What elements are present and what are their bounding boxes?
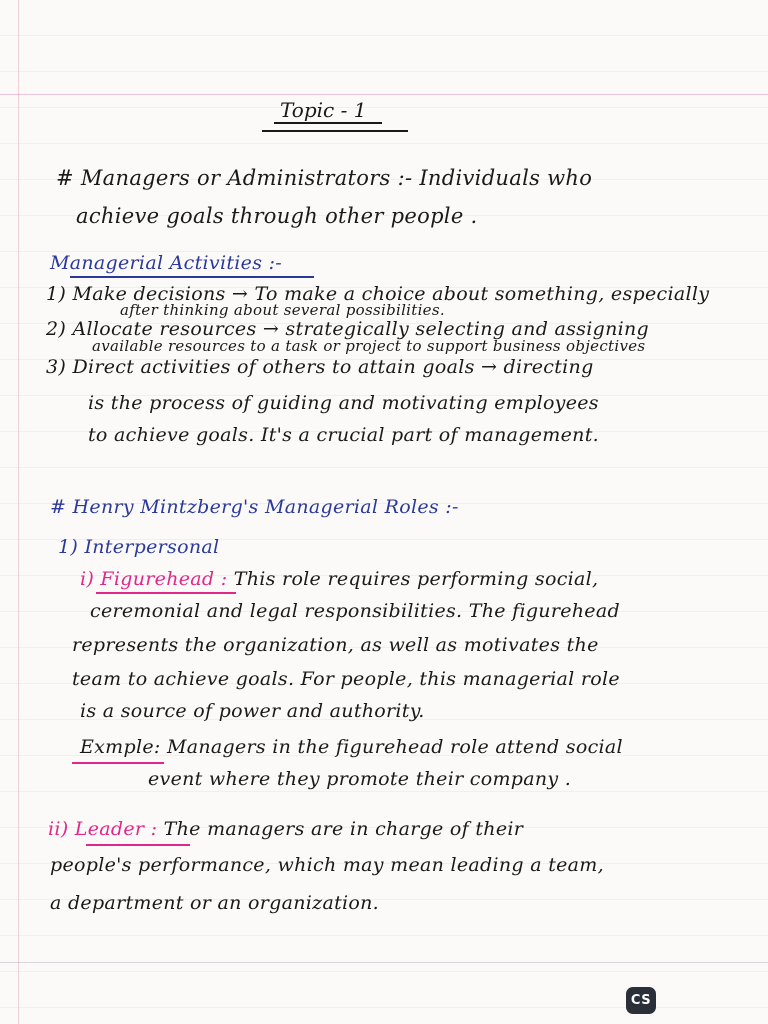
topic-title: Topic - 1 (280, 98, 367, 122)
activity-2-line1: 2) Allocate resources → strategically selecting and assigning (46, 318, 649, 340)
figurehead-line3: represents the organization, as well as motivates the (72, 634, 599, 656)
managers-definition-line1: # Managers or Administrators :- Individuals who (56, 166, 593, 190)
leader-line2: people's performance, which may mean leading a team, (50, 854, 604, 876)
figurehead-underline (96, 592, 236, 594)
leader-label: ii) Leader : (48, 818, 158, 840)
managerial-activities-heading: Managerial Activities :- (50, 252, 283, 274)
figurehead-line1 (80, 568, 598, 590)
example-text: Managers in the figurehead role attend social (166, 736, 623, 758)
example-line2: event where they promote their company . (148, 768, 572, 790)
activity-3-line2: is the process of guiding and motivating employees (88, 392, 599, 414)
activity-3-line3: to achieve goals. It's a crucial part of management. (88, 424, 599, 446)
interpersonal-heading: 1) Interpersonal (58, 536, 220, 558)
example-underline (72, 762, 164, 764)
figurehead-label: i) Figurehead : (80, 568, 228, 590)
leader-text: The managers are in charge of their (163, 818, 524, 840)
margin-line (18, 0, 19, 1024)
leader-underline (86, 844, 190, 846)
leader-line3: a department or an organization. (50, 892, 380, 914)
figurehead-line2: ceremonial and legal responsibilities. The figurehead (90, 600, 620, 622)
activity-3-line1: 3) Direct activities of others to attain goals → directing (46, 356, 594, 378)
managers-definition-line2: achieve goals through other people . (76, 204, 478, 228)
activity-1-line1: 1) Make decisions → To make a choice about something, especially (46, 283, 710, 305)
topic-title-block (262, 96, 412, 140)
leader-line1 (48, 818, 523, 840)
activities-heading-underline (70, 276, 314, 278)
figurehead-line5: is a source of power and authority. (80, 700, 425, 722)
topic-underline-2 (262, 130, 408, 132)
scanner-logo: CS (626, 987, 656, 1014)
figurehead-text: This role requires performing social, (233, 568, 599, 590)
topic-underline (274, 122, 382, 124)
activity-1-line2: after thinking about several possibilities. (120, 301, 445, 319)
header-rule (0, 94, 768, 95)
example-line1 (80, 736, 623, 758)
activity-2-line2: available resources to a task or project to support business objectives (92, 337, 646, 355)
figurehead-line4: team to achieve goals. For people, this managerial role (72, 668, 620, 690)
footer-rule (0, 962, 768, 963)
example-label: Exmple: (80, 736, 161, 758)
mintzberg-heading: # Henry Mintzberg's Managerial Roles :- (50, 496, 459, 518)
